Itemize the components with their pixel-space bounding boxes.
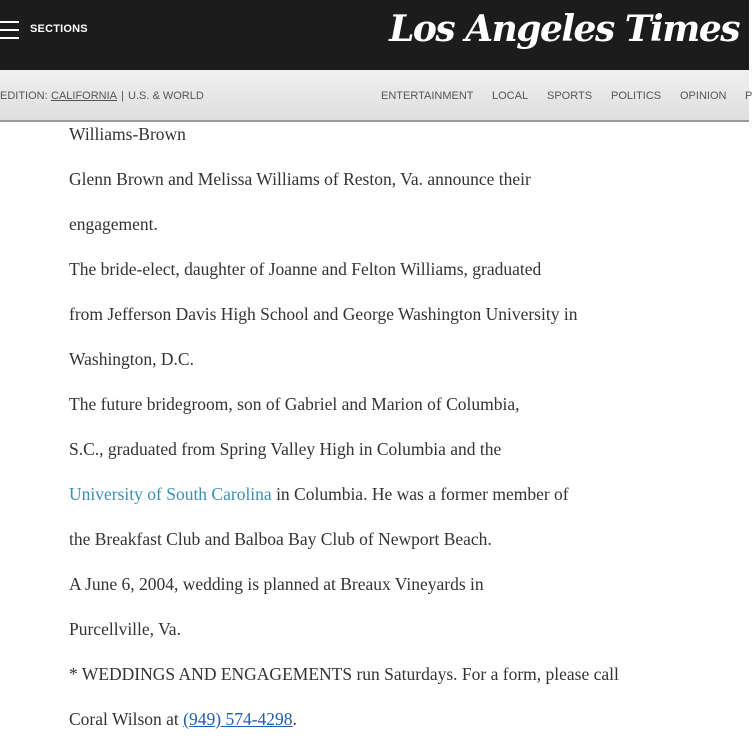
article-line: The bride-elect, daughter of Joanne and Felton Williams, graduated <box>69 259 542 279</box>
university-link[interactable]: University of South Carolina <box>69 484 272 504</box>
article-line: engagement. <box>69 214 158 234</box>
sections-button[interactable]: SECTIONS <box>30 23 88 35</box>
edition-california-link[interactable]: CALIFORNIA <box>51 90 118 102</box>
phone-link[interactable]: (949) 574-4298 <box>183 709 293 729</box>
article-text: in Columbia. He was a former member of <box>271 484 569 504</box>
hamburger-menu-icon[interactable] <box>0 21 20 39</box>
site-header <box>0 0 749 70</box>
article-line: * WEDDINGS AND ENGAGEMENTS run Saturdays. For a form, please call <box>69 664 619 684</box>
edition-separator: | <box>121 90 124 102</box>
article-line: Purcellville, Va. <box>69 619 181 639</box>
article-line: The future bridegroom, son of Gabriel and Marion of Columbia, <box>69 394 520 414</box>
article-line <box>69 706 619 751</box>
article-line: S.C., graduated from Spring Valley High in Columbia and the <box>69 439 502 459</box>
nav-local[interactable]: LOCAL <box>492 90 529 102</box>
article-line: the Breakfast Club and Balboa Bay Club of Newport Beach. <box>69 529 492 549</box>
nav-sports[interactable]: SPORTS <box>547 90 593 102</box>
article-text: . <box>292 709 297 729</box>
article-line: Glenn Brown and Melissa Williams of Reston, Va. announce their <box>69 169 531 189</box>
article-body <box>69 121 619 751</box>
nav-more[interactable]: P <box>745 90 752 102</box>
article-line <box>69 481 619 526</box>
article-heading: Williams-Brown <box>69 124 186 144</box>
edition-us-world-link[interactable]: U.S. & WORLD <box>128 90 204 102</box>
article-line: A June 6, 2004, wedding is planned at Breaux Vineyards in <box>69 574 484 594</box>
nav-bar <box>0 70 752 122</box>
nav-opinion[interactable]: OPINION <box>680 90 727 102</box>
nav-politics[interactable]: POLITICS <box>611 90 662 102</box>
site-logo[interactable]: Los Angeles Times <box>389 8 739 50</box>
nav-entertainment[interactable]: ENTERTAINMENT <box>381 90 474 102</box>
article-line: Washington, D.C. <box>69 349 194 369</box>
article-text: Coral Wilson at <box>69 709 184 729</box>
edition-label: EDITION: <box>0 90 48 102</box>
article-line: from Jefferson Davis High School and George Washington University in <box>69 304 578 324</box>
